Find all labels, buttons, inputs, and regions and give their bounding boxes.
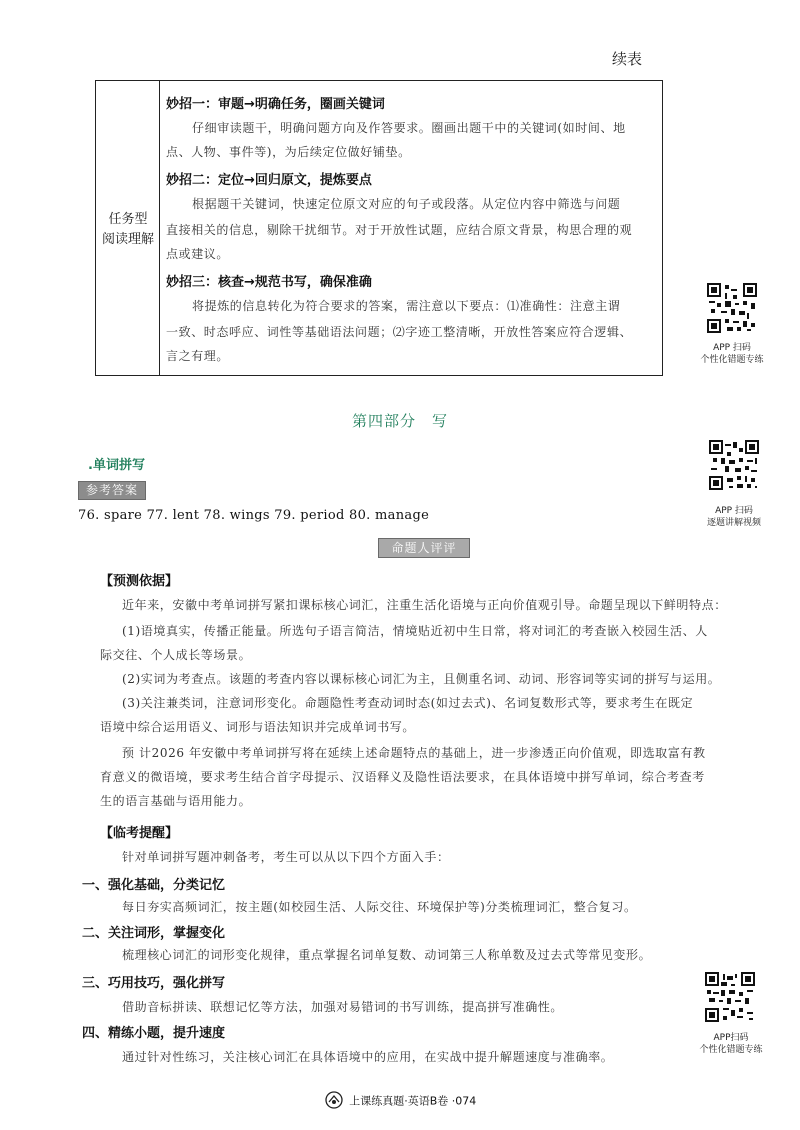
tip-2-line-2: 直接相关的信息，剔除干扰细节。对于开放性试题，应结合原文背景，构思合理的观 — [166, 223, 633, 237]
row-label-line-2: 阅读理解 — [101, 232, 154, 247]
reminder-item-title: 二、关注词形，掌握变化 — [82, 926, 226, 941]
reminder-item-text: 每日夯实高频词汇，按主题(如校园生活、人际交往、环境保护等)分类梳理词汇，整合复习。 — [122, 900, 637, 914]
tip-1-line-2: 点、人物、事件等)，为后续定位做好铺垫。 — [166, 145, 411, 159]
tip-2-line-1: 根据题干关键词，快速定位原文对应的句子或段落。从定位内容中筛选与问题 — [192, 197, 621, 211]
reminder-heading: 【临考提醒】 — [100, 826, 179, 841]
qr-caption-line-1: APP 扫码 — [713, 343, 751, 353]
prediction-line: 近年来，安徽中考单词拼写紧扣课标核心词汇，注重生活化语境与正向价值观引导。命题呈现以下鲜明特点： — [122, 598, 727, 612]
reminder-item-title: 一、强化基础，分类记忆 — [82, 878, 226, 893]
tip-2-line-3: 点或建议。 — [166, 247, 230, 261]
row-label-line-1: 任务型 — [108, 212, 148, 227]
prediction-line: (2)实词为考查点。该题的考查内容以课标核心词汇为主，且侧重名词、动词、形容词等实词的拼写与运用。 — [122, 672, 721, 686]
qr-code-icon[interactable] — [709, 440, 759, 490]
strategy-table — [95, 80, 663, 376]
reminder-item-text: 借助音标拼读、联想记忆等方法，加强对易错词的书写训练，提高拼写准确性。 — [122, 1000, 564, 1014]
part-title: 第四部分 写 — [351, 412, 448, 430]
tip-3-line-2: 一致、时态呼应、词性等基础语法问题；⑵字迹工整清晰，开放性答案应符合逻辑、 — [166, 325, 633, 339]
continued-label: 续表 — [612, 50, 643, 68]
tip-3-line-1: 将提炼的信息转化为符合要求的答案，需注意以下要点：⑴准确性：注意主谓 — [192, 299, 621, 313]
page-footer — [0, 1090, 800, 1113]
qr-code-icon[interactable] — [707, 283, 757, 333]
tip-3-title: 妙招三：核查→规范书写，确保准确 — [166, 275, 372, 290]
qr-caption-line-2: 逐题讲解视频 — [706, 518, 761, 528]
book-logo-icon — [324, 1090, 344, 1113]
reminder-item-text: 通过针对性练习，关注核心词汇在具体语境中的应用，在实战中提升解题速度与准确率。 — [122, 1050, 614, 1064]
table-row-label-cell — [96, 81, 160, 375]
prediction-line: 生的语言基础与语用能力。 — [100, 794, 252, 808]
tip-2-title: 妙招二：定位→回归原文，提炼要点 — [166, 173, 372, 188]
tip-1-title: 妙招一：审题→明确任务，圈画关键词 — [166, 97, 385, 112]
answer-badge: 参考答案 — [78, 481, 146, 500]
review-badge: 命题人评评 — [378, 538, 470, 558]
qr-caption-line-1: APP 扫码 — [715, 506, 753, 516]
qr-caption-line-2: 个性化错题专练 — [699, 1045, 763, 1055]
qr-caption-line-1: APP扫码 — [713, 1033, 749, 1043]
section-heading: .单词拼写 — [88, 458, 145, 473]
answers-line: 76. spare 77. lent 78. wings 79. period 80. manage — [78, 508, 430, 523]
prediction-line: 育意义的微语境，要求考生结合首字母提示、汉语释义及隐性语法要求，在具体语境中拼写单词，综合考查考 — [100, 770, 705, 784]
tip-1-line-1: 仔细审读题干，明确问题方向及作答要求。圈画出题干中的关键词(如时间、地 — [192, 121, 626, 135]
prediction-line: 预 计2026 年安徽中考单词拼写将在延续上述命题特点的基础上，进一步渗透正向价值观，即选取富有教 — [122, 746, 706, 760]
prediction-heading: 【预测依据】 — [100, 574, 179, 589]
prediction-line: 语境中综合运用语义、词形与语法知识并完成单词书写。 — [100, 720, 416, 734]
tip-3-line-3: 言之有理。 — [166, 349, 230, 363]
qr-caption-line-2: 个性化错题专练 — [700, 355, 764, 365]
prediction-line: (1)语境真实，传播正能量。所选句子语言简洁，情境贴近初中生日常，将对词汇的考查嵌入校园生活、人 — [122, 624, 708, 638]
qr-code-icon[interactable] — [705, 972, 755, 1022]
prediction-line: 际交往、个人成长等场景。 — [100, 648, 252, 662]
reminder-item-title: 四、精练小题，提升速度 — [82, 1026, 226, 1041]
footer-text: 上课练真题·英语B卷 ·074 — [349, 1094, 477, 1108]
reminder-intro: 针对单词拼写题冲刺备考，考生可以从以下四个方面入手： — [122, 850, 450, 864]
reminder-item-title: 三、巧用技巧，强化拼写 — [82, 976, 226, 991]
prediction-line: (3)关注兼类词，注意词形变化。命题隐性考查动词时态(如过去式)、名词复数形式等，要求考生在既定 — [122, 696, 694, 710]
reminder-item-text: 梳理核心词汇的词形变化规律，重点掌握名词单复数、动词第三人称单数及过去式等常见变形。 — [122, 948, 652, 962]
